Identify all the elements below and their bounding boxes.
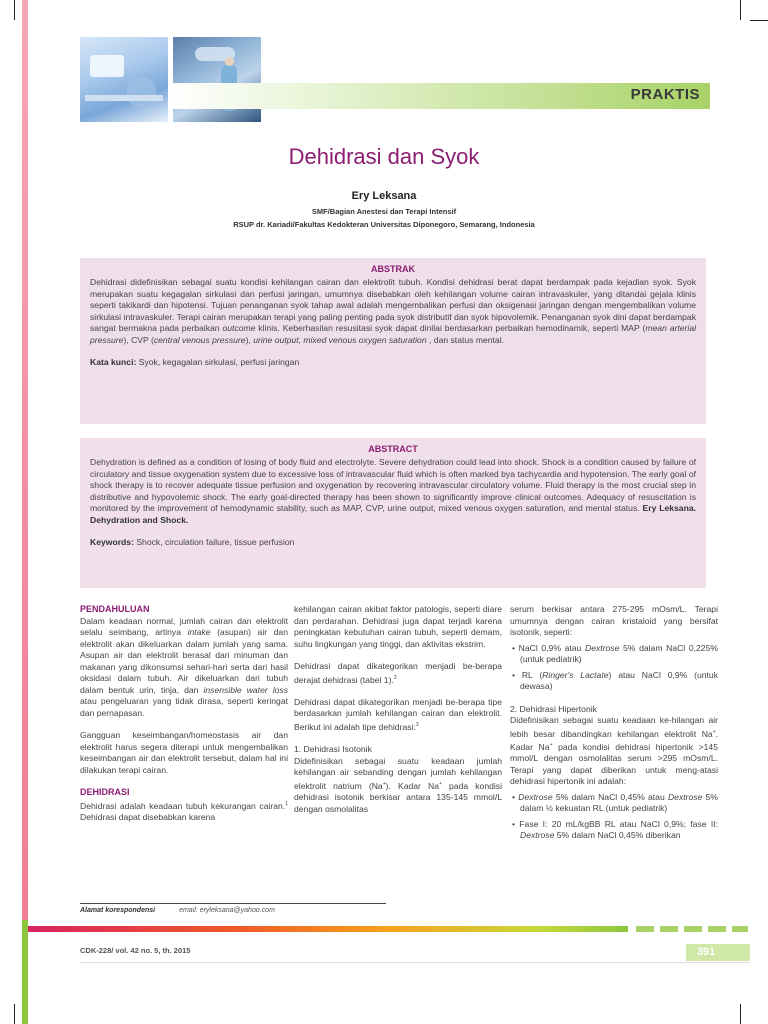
left-green-stripe (22, 920, 28, 1024)
article-author: Ery Leksana (351, 190, 417, 202)
list-item: • NaCl 0,9% atau Dextrose 5% dalam NaCl 0,225% (untuk pediatrik) (512, 642, 718, 664)
footer-square (732, 926, 748, 932)
abstract-heading: ABSTRACT (368, 444, 418, 454)
paragraph: Dalam keadaan normal, jumlah cairan dan elektrolit selalu seimbang, artinya intake (asupan) air dan elektrolit akan dikeluarkan dalam jumlah yang sama. Asupan air dan elektrolit berasal dari minuman dan makanan yang dikonsumsi sehari-hari serta dari hasil oksidasi dalam tubuh. Air dikeluarkan dari tubuh dalam bentuk urin, tinja, dan insensible water loss atau pengeluaran yang tidak dirasa, seperti keringat dan pernapasan. (80, 615, 289, 718)
body-column-3 (510, 604, 718, 846)
correspondence-footnote (80, 907, 275, 914)
paragraph: Dehidrasi dapat dikategorikan menjadi be-berapa derajat dehidrasi (tabel 1).$^2$ (294, 661, 502, 685)
paragraph: kehilangan cairan akibat faktor patologis, seperti diare dan perdarahan. Dehidrasi juga dapat terjadi karena peningkatan kebutuhan cairan tubuh, seperti demam, suhu lingkungan yang tinggi, dan aktivitas ekstrim. (294, 604, 502, 649)
author-affiliation-department: SMF/Bagian Anestesi dan Terapi Intensif (311, 207, 457, 216)
author-affiliation-institution: RSUP dr. Kariadi/Fakultas Kedokteran Universitas Diponegoro, Semarang, Indonesia (233, 220, 535, 229)
body-column-2 (294, 604, 502, 826)
list-item: • Dextrose 5% dalam NaCl 0,45% atau Dextrose 5% dalam ½ kekuatan RL (untuk pediatrik) (512, 791, 718, 814)
correspondence-label: Alamat korespondensi (80, 907, 156, 914)
footer-square (660, 926, 678, 932)
section-label: PRAKTIS (630, 86, 700, 103)
correspondence-email: email: eryleksana@yahoo.com (179, 907, 275, 914)
abstrak-box (80, 258, 706, 424)
subheading-dehidrasi-isotonik: 1. Dehidrasi Isotonik (294, 744, 372, 755)
body-column-1 (80, 604, 288, 834)
header-photo-operating-room (80, 37, 168, 122)
paragraph: Dehidrasi dapat dikategorikan menjadi be-berapa tipe berdasarkan jumlah kehilangan cairan dan elektrolit. Berikut ini adalah tipe dehidrasi:$^3$ (294, 696, 502, 732)
section-heading-dehidrasi: DEHIDRASI (80, 787, 130, 797)
article-title: Dehidrasi dan Syok (288, 144, 480, 169)
list-item: • Fase I: 20 mL/kgBB RL atau NaCl 0,9%; fase II: Dextrose 5% dalam NaCl 0,45% diberikan (512, 818, 718, 841)
footer-color-bar (28, 926, 628, 932)
section-header-bar (168, 83, 710, 109)
footer-square (708, 926, 726, 932)
crop-mark-top-left (14, 0, 15, 20)
crop-mark-top-right (740, 0, 741, 20)
paragraph: Didefinisikan sebagai suatu keadaan jumlah kehilangan air sebanding dengan jumlah kehilangan elektrolit natrium (Na+). Kadar Na+ pada kondisi dehidrasi isotonik berkisar antara 135-145 mmol/L dengan osmolalitas (294, 755, 502, 814)
list-item: • RL (Ringer's Lactate) atau NaCl 0,9% (untuk dewasa) (512, 669, 718, 691)
paragraph: Gangguan keseimbangan/homeostasis air dan elektrolit harus segera diterapi untuk mengembalikan keseimbangan air dan elektrolit tersebut, dalam hal ini dilakukan terapi cairan. (80, 730, 288, 775)
page-number: 391 (696, 946, 716, 958)
section-heading-pendahuluan: PENDAHULUAN (80, 604, 150, 614)
footnote-divider (80, 903, 386, 904)
abstrak-text: Dehidrasi didefinisikan sebagai suatu kondisi kehilangan cairan dan elektrolit tubuh. Kondisi dehidrasi berat dapat berdampak pada kejadian syok. Syok merupakan suatu kegagalan sirkulasi dan perfusi jaringan, umumnya disebabkan oleh kehilangan volume cairan intravaskuler, yang ditandai gejala klinis seperti takikardi dan hipotensi. Tujuan penanganan syok tahap awal adalah mengembalikan perfusi dan oksigenasi jaringan dengan mengembalikan volume sirkulasi intravaskuler. Terapi cairan merupakan terapi yang paling penting pada syok distributif dan syok hipovolemik. Penanganan syok dini dapat berdampak sangat bermakna pada perbaikan outcome klinis. Keberhasilan resusitasi syok dapat dinilai berdasarkan perbaikan hemodinamik, seperti MAP (mean arterial pressure), CVP (central venous pressure), urine output, mixed venous oxygen saturation , dan status mental. (90, 277, 697, 345)
crop-mark-bottom-right (740, 1004, 741, 1024)
journal-citation: CDK-228/ vol. 42 no. 5, th. 2015 (80, 946, 191, 955)
paragraph: Dehidrasi adalah keadaan tubuh kekurangan cairan.$^1$ Dehidrasi dapat disebabkan karena (80, 800, 288, 822)
footer-square (636, 926, 654, 932)
abstrak-keywords: Kata kunci: Syok, kegagalan sirkulasi, perfusi jaringan (90, 356, 300, 367)
crop-mark-bottom-left (14, 1004, 15, 1024)
paragraph: serum berkisar antara 275-295 mOsm/L. Terapi umumnya dengan cairan kristaloid yang bersifat isotonik, seperti: (510, 604, 718, 637)
footer-divider (80, 962, 750, 963)
header-photo-surgeons (173, 37, 261, 122)
abstrak-heading: ABSTRAK (371, 264, 415, 274)
abstract-text: Dehydration is defined as a condition of losing of body fluid and electrolyte. Severe dehydration could lead into shock. Shock is a condition caused by failure of circulatory and tissue oxygenation system due to excessive loss of intravascular fluid which is often marked bya tachycardia and hypotension. The early goal of shock therapy is to recover adequate tissue perfusion and oxygenation by recovering intravascular circulatory volume. Fluid therapy is the most crucial step in distributive and hypovolemic shock. The early goal-directed therapy has been shown to significantly improve clinical outcomes. Adequacy of resuscitation is monitored by the improvement of hemodynamic stability, such as MAP, CVP, urine output, mixed venous oxygen saturation, and mental status. Ery Leksana. Dehydration and Shock. (90, 457, 696, 525)
paragraph: Didefinisikan sebagai suatu keadaan ke-hilangan air lebih besar dibandingkan kehilangan elektrolit Na+. Kadar Na+ pada kondisi dehidrasi hipertonik >145 mmol/L dengan osmolalitas serum >295 mOsm/L. Terapi yang dapat diberikan untuk meng-atasi dehidrasi hipertonik ini adalah: (510, 715, 718, 787)
abstract-keywords: Keywords: Shock, circulation failure, tissue perfusion (90, 536, 295, 547)
footer-square (684, 926, 702, 932)
abstract-box (80, 438, 706, 588)
crop-mark-right-top (750, 20, 768, 21)
subheading-dehidrasi-hipertonik: 2. Dehidrasi Hipertonik (510, 703, 597, 714)
